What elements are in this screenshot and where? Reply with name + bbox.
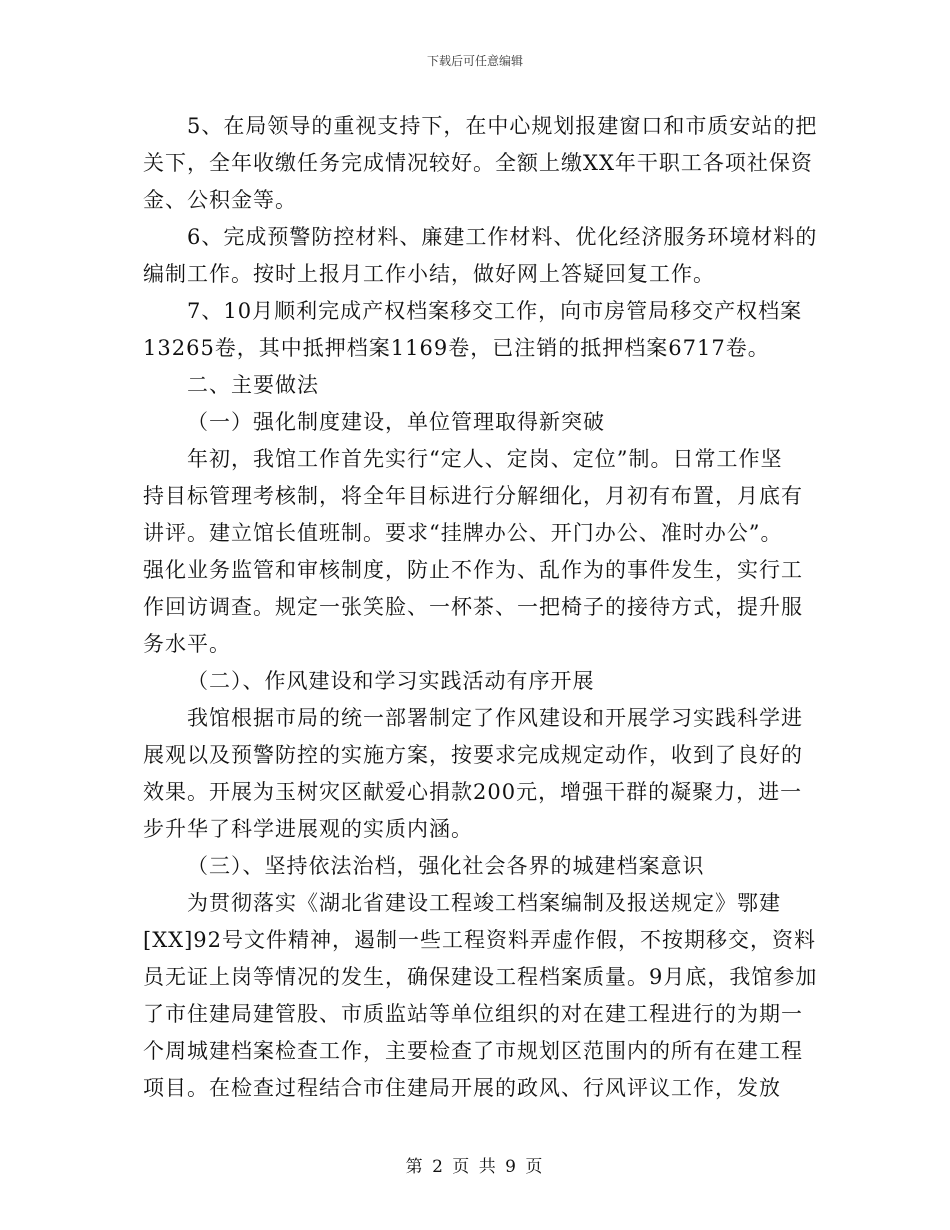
text-line: [XX]92号文件精神，遏制一些工程资料弄虚作假，不按期移交，资料 xyxy=(143,928,817,952)
section-heading: 二、主要做法 xyxy=(187,373,319,397)
document-body xyxy=(143,108,818,1107)
text-line: 作回访调查。规定一张笑脸、一杯茶、一把椅子的接待方式，提升服 xyxy=(143,595,803,619)
text-line: 步升华了科学进展观的实质内涵。 xyxy=(143,817,473,841)
text-line: 为贯彻落实《湖北省建设工程竣工档案编制及报送规定》鄂建 xyxy=(187,891,781,915)
text-line: 持目标管理考核制，将全年目标进行分解细化，月初有布置，月底有 xyxy=(143,484,803,508)
text-line: 效果。开展为玉树灾区献爱心捐款200元，增强干群的凝聚力，进一 xyxy=(143,780,803,804)
text-line: 金、公积金等。 xyxy=(143,188,297,212)
text-line: 项目。在检查过程结合市住建局开展的政风、行风评议工作，发放 xyxy=(143,1076,781,1100)
text-line: 年初，我馆工作首先实行“定人、定岗、定位”制。日常工作坚 xyxy=(187,447,783,471)
text-line: 5、在局领导的重视支持下，在中心规划报建窗口和市质安站的把 xyxy=(187,114,818,138)
text-line: 我馆根据市局的统一部署制定了作风建设和开展学习实践科学进 xyxy=(187,706,803,730)
text-line: 务水平。 xyxy=(143,632,231,656)
text-line: 个周城建档案检查工作，主要检查了市规划区范围内的所有在建工程 xyxy=(143,1039,803,1063)
text-line: 6、完成预警防控材料、廉建工作材料、优化经济服务环境材料的 xyxy=(187,225,818,249)
text-line: 编制工作。按时上报月工作小结，做好网上答疑回复工作。 xyxy=(143,262,715,286)
text-line: 了市住建局建管股、市质监站等单位组织的对在建工程进行的为期一 xyxy=(143,1002,803,1026)
text-line: 13265卷，其中抵押档案1169卷，已注销的抵押档案6717卷。 xyxy=(143,336,770,360)
page-header: 下载后可任意编辑 xyxy=(426,54,523,68)
text-line: 展观以及预警防控的实施方案，按要求完成规定动作，收到了良好的 xyxy=(143,743,803,767)
subsection-heading: （二）、作风建设和学习实践活动有序开展 xyxy=(187,669,595,693)
text-line: 关下，全年收缴任务完成情况较好。全额上缴XX年干职工各项社保资 xyxy=(143,151,813,175)
text-line: 讲评。建立馆长值班制。要求“挂牌办公、开门办公、准时办公”。 xyxy=(143,521,783,545)
subsection-heading: （一）强化制度建设，单位管理取得新突破 xyxy=(187,410,605,434)
subsection-heading: （三）、坚持依法治档，强化社会各界的城建档案意识 xyxy=(187,854,705,878)
text-line: 强化业务监管和审核制度，防止不作为、乱作为的事件发生，实行工 xyxy=(143,558,803,582)
text-line: 7、10月顺利完成产权档案移交工作，向市房管局移交产权档案 xyxy=(187,299,803,323)
text-line: 员无证上岗等情况的发生，确保建设工程档案质量。9月底，我馆参加 xyxy=(143,965,818,989)
page-footer: 第 2 页 共 9 页 xyxy=(405,1157,545,1177)
